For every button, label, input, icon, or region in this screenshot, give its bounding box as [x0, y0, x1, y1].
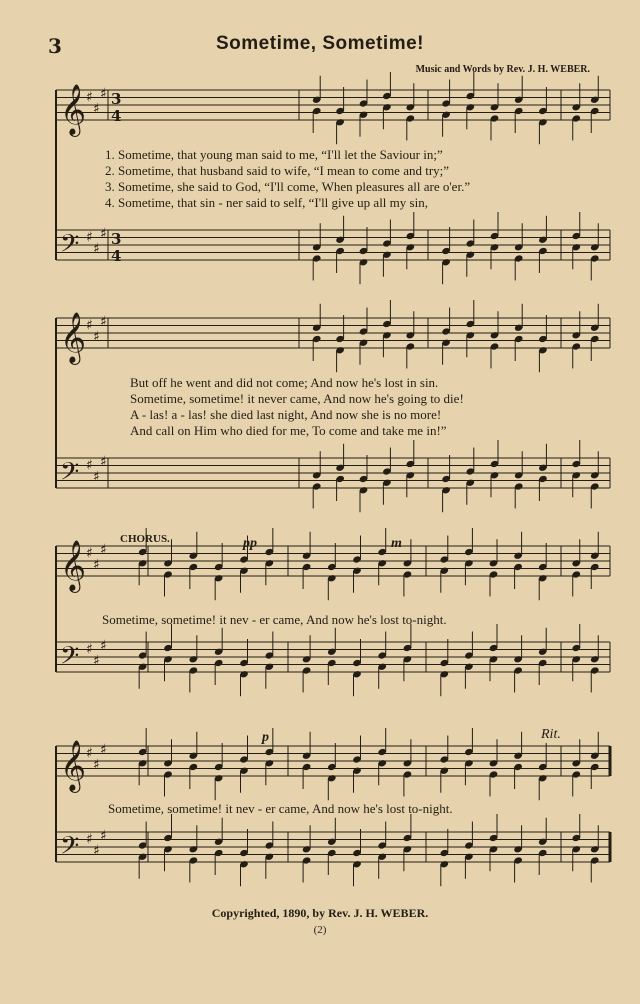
sharp-icon: ♯ [100, 453, 107, 470]
verse-line1-stanza1: 1. Sometime, that young man said to me, “I'll let the Saviour in;” [105, 147, 443, 162]
treble-clef-icon: 𝄞 [60, 312, 87, 363]
note-group [441, 212, 547, 284]
sharp-icon: ♯ [100, 225, 107, 242]
tempo-rit: Rit. [541, 727, 561, 742]
time-signature-top: 3 [111, 90, 122, 108]
dynamic-p: p [262, 730, 269, 745]
music-system-3 [56, 536, 610, 736]
note-group [302, 528, 412, 600]
sharp-icon: ♯ [86, 457, 93, 474]
dynamic-m: m [391, 536, 402, 551]
music-system-4 [56, 736, 610, 906]
composer-credit: Music and Words by Rev. J. H. WEBER. [415, 64, 590, 75]
sharp-icon: ♯ [93, 328, 100, 345]
note-group [302, 814, 412, 886]
sharp-icon: ♯ [100, 85, 107, 102]
note-group [440, 814, 548, 886]
sharp-icon: ♯ [86, 229, 93, 246]
note-group [571, 76, 599, 141]
staff-group-4 [56, 736, 610, 906]
sharp-icon: ♯ [86, 89, 93, 106]
bass-clef-icon: 𝄢 [60, 457, 80, 493]
verse-line1-stanza4: 4. Sometime, that sin - ner said to self, “I'll give up all my sin, [105, 195, 428, 210]
time-signature-bottom: 4 [111, 247, 122, 265]
sharp-icon: ♯ [100, 541, 107, 558]
copyright-notice: Copyrighted, 1890, by Rev. J. H. WEBER. [211, 906, 429, 920]
sharp-icon: ♯ [100, 741, 107, 758]
bass-clef-icon: 𝄢 [60, 229, 80, 265]
verse-line2-stanza3: A - las! a - las! she died last night, And now she is no more! [130, 407, 442, 422]
dynamic-pp: pp [243, 536, 257, 551]
note-group [138, 624, 274, 696]
note-group [440, 624, 548, 696]
note-group [138, 528, 274, 600]
treble-staff [56, 90, 610, 120]
verse-line2-stanza4: And call on Him who died for me, To come and take me in!” [130, 423, 447, 438]
note-group [138, 728, 274, 800]
note-group [571, 440, 599, 509]
page-number: 3 [48, 34, 62, 58]
sharp-icon: ♯ [86, 641, 93, 658]
note-group [302, 624, 412, 696]
treble-clef-icon: 𝄞 [60, 540, 87, 591]
verse-line2-stanza1: But off he went and did not come; And now he's lost in sin. [130, 375, 439, 390]
treble-clef-icon: 𝄞 [60, 740, 87, 791]
note-group [440, 728, 548, 800]
sharp-icon: ♯ [86, 545, 93, 562]
footer-page-label: (2) [313, 924, 327, 936]
chorus-label: CHORUS. [120, 533, 170, 545]
note-group [441, 300, 547, 372]
bass-clef-icon: 𝄢 [60, 641, 80, 677]
staff-group-3 [56, 536, 610, 736]
sharp-icon: ♯ [86, 831, 93, 848]
bass-staff [56, 458, 610, 488]
sharp-icon: ♯ [93, 652, 100, 669]
note-group [571, 212, 599, 281]
chorus-lyric-1: Sometime, sometime! it nev - er came, And now he's lost to-night. [102, 612, 447, 627]
note-group [441, 72, 547, 144]
note-group [138, 814, 274, 886]
note-group [571, 732, 599, 797]
note-group [312, 440, 415, 512]
note-group [312, 300, 415, 372]
verse-line1-stanza2: 2. Sometime, that husband said to wife, “I mean to come and try;” [105, 163, 450, 178]
treble-clef-icon: 𝄞 [60, 84, 87, 135]
sharp-icon: ♯ [93, 842, 100, 859]
note-group [441, 440, 547, 512]
sharp-icon: ♯ [100, 827, 107, 844]
note-group [302, 728, 412, 800]
note-group [571, 304, 599, 369]
sharp-icon: ♯ [93, 240, 100, 257]
verse-line1-stanza3: 3. Sometime, she said to God, “I'll come, When pleasures all are o'er.” [105, 179, 471, 194]
sharp-icon: ♯ [93, 556, 100, 573]
note-group [571, 532, 599, 597]
note-group [312, 212, 415, 284]
sharp-icon: ♯ [100, 637, 107, 654]
bass-clef-icon: 𝄢 [60, 831, 80, 867]
sharp-icon: ♯ [93, 756, 100, 773]
bass-staff [56, 230, 610, 260]
note-group [440, 528, 548, 600]
note-group [312, 72, 415, 144]
sharp-icon: ♯ [93, 468, 100, 485]
sharp-icon: ♯ [86, 745, 93, 762]
sharp-icon: ♯ [93, 100, 100, 117]
hymn-title: Sometime, Sometime! [216, 33, 424, 54]
time-signature-bottom: 4 [111, 107, 122, 125]
sharp-icon: ♯ [100, 313, 107, 330]
time-signature-top: 3 [111, 230, 122, 248]
sharp-icon: ♯ [86, 317, 93, 334]
verse-line2-stanza2: Sometime, sometime! it never came, And now he's going to die! [130, 391, 464, 406]
note-group [571, 814, 599, 883]
note-group [571, 624, 599, 693]
treble-staff [56, 318, 610, 348]
chorus-lyric-2: Sometime, sometime! it nev - er came, And now he's lost to-night. [108, 801, 453, 816]
